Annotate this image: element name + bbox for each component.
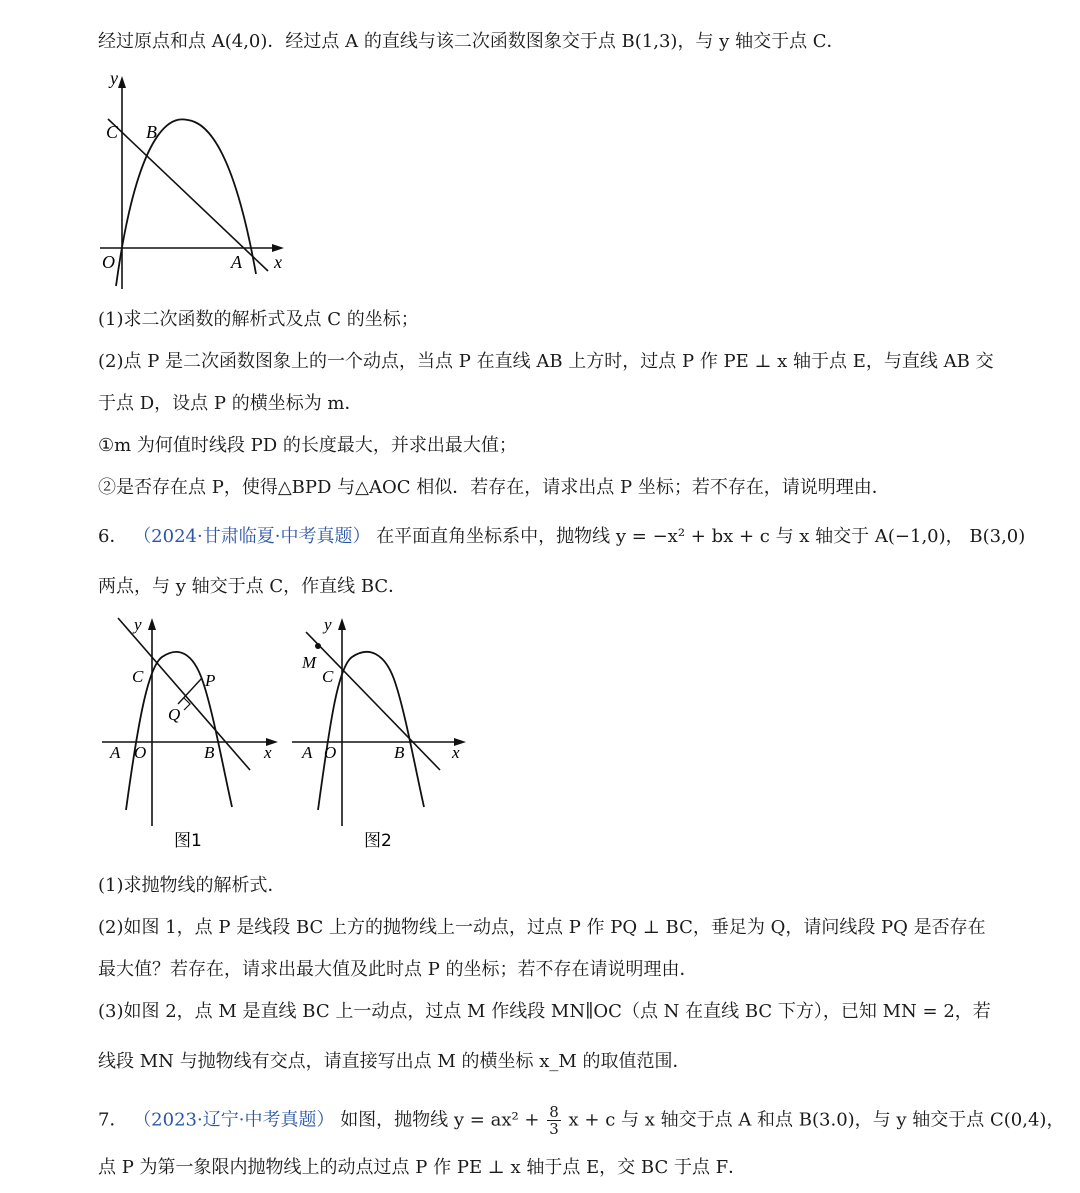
label-q: Q	[168, 705, 181, 724]
problem7-text-post: x + c 与 x 轴交于点 A 和点 B(3.0)，与 y 轴交于点 C(0,4)，	[568, 1109, 1065, 1131]
label-p: P	[205, 671, 216, 690]
problem6-header	[98, 525, 1025, 549]
problem6-source-tag[interactable]: （2024·甘肃临夏·中考真题）	[133, 526, 371, 547]
figure-problem5	[96, 64, 306, 294]
label-y: y	[110, 68, 118, 88]
question-5-2d: ②是否存在点 P，使得△BPD 与△AOC 相似．若存在，请求出点 P 坐标；若不存在，请说明理由．	[98, 477, 890, 498]
problem6-text: 在平面直角坐标系中，抛物线 y = −x² + bx + c 与 x 轴交于 A(−1,0)， B(3,0)	[376, 526, 1026, 547]
problem6-number: 6．	[98, 526, 128, 547]
label-x: x	[264, 743, 272, 762]
question-6-2b: 最大值？若存在，请求出最大值及此时点 P 的坐标；若不存在请说明理由．	[98, 959, 698, 980]
fraction-8-3	[547, 1104, 561, 1137]
figure-problem6-1	[98, 612, 288, 862]
question-5-2b: 于点 D，设点 P 的横坐标为 m．	[98, 393, 363, 414]
question-6-2a: (2)如图 1，点 P 是线段 BC 上方的抛物线上一动点，过点 P 作 PQ ⊥ BC，垂足为 Q，请问线段 PQ 是否存在	[98, 917, 986, 938]
label-y: y	[324, 615, 332, 634]
question-5-2c: ①m 为何值时线段 PD 的长度最大，并求出最大值；	[98, 435, 517, 456]
x-axis-arrow	[272, 244, 284, 252]
label-y: y	[134, 615, 142, 634]
y-axis-arrow	[338, 618, 346, 630]
question-6-3b: 线段 MN 与抛物线有交点，请直接写出点 M 的横坐标 x_M 的取值范围．	[98, 1051, 691, 1072]
parabola	[318, 652, 424, 810]
label-b: B	[204, 743, 215, 762]
label-a: A	[302, 743, 313, 762]
point-m	[315, 643, 321, 649]
question-6-3a: (3)如图 2，点 M 是直线 BC 上一动点，过点 M 作线段 MN∥OC（点 N 在直线 BC 下方），已知 MN = 2，若	[98, 1001, 991, 1022]
caption-figure1: 图1	[174, 831, 202, 851]
problem6-line2: 两点，与 y 轴交于点 C，作直线 BC．	[98, 576, 407, 597]
label-b: B	[146, 122, 157, 142]
problem7-header	[98, 1104, 1064, 1137]
caption-figure2: 图2	[364, 831, 392, 851]
y-axis-arrow	[118, 76, 126, 88]
label-c: C	[322, 667, 334, 686]
label-m: M	[302, 653, 317, 672]
problem7-line2: 点 P 为第一象限内抛物线上的动点过点 P 作 PE ⊥ x 轴于点 E，交 BC 于点 F．	[98, 1157, 747, 1178]
label-o: O	[134, 743, 147, 762]
label-b: B	[394, 743, 405, 762]
y-axis-arrow	[148, 618, 156, 630]
label-x: x	[274, 252, 282, 272]
question-5-2a: (2)点 P 是二次函数图象上的一个动点，当点 P 在直线 AB 上方时，过点 P 作 PE ⊥ x 轴于点 E，与直线 AB 交	[98, 351, 994, 372]
fraction-denominator: 3	[549, 1120, 559, 1138]
label-o: O	[324, 743, 337, 762]
problem5-line1: 经过原点和点 A(4,0)．经过点 A 的直线与该二次函数图象交于点 B(1,3)，与 y 轴交于点 C．	[98, 31, 845, 52]
problem7-text-pre: 如图，抛物线 y = ax² +	[340, 1109, 540, 1131]
problem7-number: 7．	[98, 1109, 128, 1131]
label-a: A	[231, 252, 242, 272]
label-c: C	[106, 122, 119, 142]
label-c: C	[132, 667, 144, 686]
question-5-1: (1)求二次函数的解析式及点 C 的坐标；	[98, 309, 419, 330]
fraction-numerator: 8	[549, 1103, 559, 1121]
problem7-source-tag[interactable]: （2023·辽宁·中考真题）	[133, 1109, 335, 1131]
figure-problem6-2	[290, 612, 480, 862]
label-x: x	[452, 743, 460, 762]
label-a: A	[110, 743, 121, 762]
question-6-1: (1)求抛物线的解析式．	[98, 875, 286, 896]
label-o: O	[102, 252, 115, 272]
